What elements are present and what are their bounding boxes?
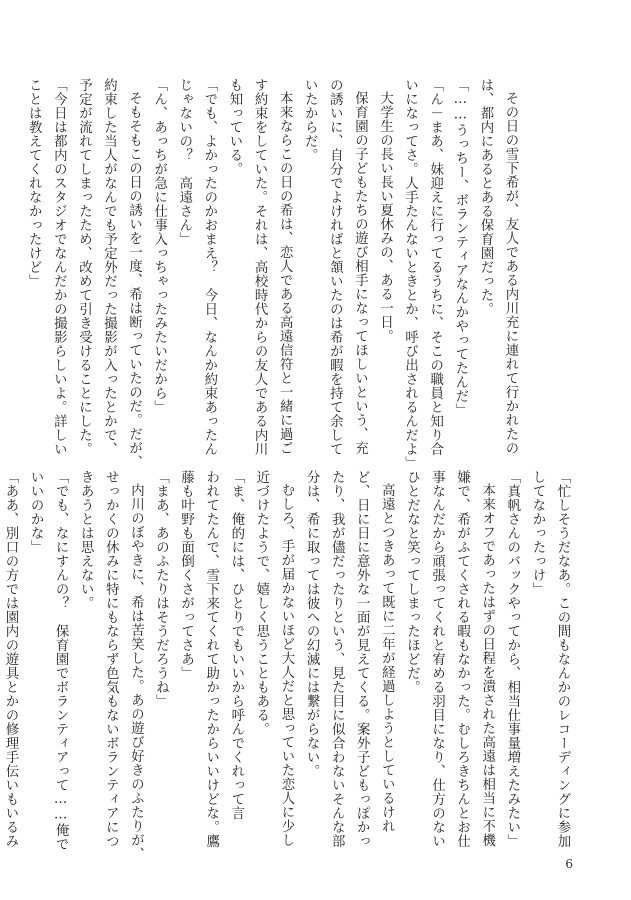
text-line: 「ま、俺的には、ひとりでもいいから呼んでくれって言 — [228, 470, 244, 820]
text-line: 予定が流れてしまったため、改めて引き受けることにした。 — [76, 78, 92, 456]
text-line: せっかくの休みに特にもならず色気もないボランティアにつ — [103, 470, 119, 848]
text-line: 「今日は都内のスタジオでなんだかの撮影らしいよ。詳しい — [51, 78, 67, 456]
text-line: 「……うっちー、ボランティアなんかやってたんだ」 — [452, 78, 468, 418]
text-line: 「忙しそうだなあ。この間もなんかのレコーディングに参加 — [555, 470, 570, 848]
text-line: 本来オフであったはずの日程を潰された高遠は相当に不機 — [479, 483, 495, 848]
text-line: そもそもこの日の誘いを一度、希は断っていたのだ。だが、 — [126, 91, 142, 470]
text-line: 大学生の長い長い夏休みの、ある一日。 — [377, 91, 393, 344]
text-line: 事なんだから頑張ってくれと宥める羽目になり、仕方のない — [429, 470, 445, 848]
text-line: 「ああ、別口の方では園内の遊具とかの修理手伝いもいるみ — [2, 470, 18, 848]
text-line: してなかったっけ」 — [529, 470, 545, 596]
text-line: 約束した当人がなんでも予定外だった撮影が入ったとかで、 — [101, 78, 117, 456]
text-line: は、都内にあるとある保育園だった。 — [477, 78, 493, 316]
text-line: きあうとは思えない。 — [78, 470, 94, 610]
text-line: も知っている。 — [226, 78, 242, 176]
text-line: いいのかな」 — [28, 470, 44, 554]
text-line: いになってさ。人手たんないときとか、呼び出されるんだよ」 — [402, 78, 418, 470]
page-number: 6 — [565, 857, 573, 871]
text-line: 藤も叶野も面倒くさがってさあ」 — [178, 470, 194, 680]
text-line: いたからだ。 — [302, 78, 318, 162]
text-line: ことは教えてくれなかったけど」 — [26, 78, 42, 288]
text-line: むしろ、手が届かないほど大人だと思っていた恋人に少し — [278, 483, 294, 848]
text-line: ど、日に日に意外な一面が見えてくる。案外子どもっぽかっ — [354, 470, 370, 848]
text-line: 「真帆さんのバックやってから、相当仕事量増えたみたい」 — [504, 470, 520, 848]
text-line: 内川のぼやきに、希は苦笑した。あの遊び好きのふたりが、 — [128, 483, 144, 862]
text-line: 「でも、なにすんの？ 保育園でボランティアって……俺で — [53, 470, 69, 852]
text-line: 分は、希に取っては彼への幻滅には繋がらない。 — [304, 470, 320, 778]
text-line: じゃないの？ 高遠さん」 — [176, 78, 192, 246]
text-line: 保育園の子どもたちの遊び相手になってほしいという、充 — [352, 91, 368, 456]
text-line: 「まあ、あのふたりはそうだろうね」 — [153, 470, 169, 708]
text-line: 「ん、あっちが急に仕事入っちゃったみたいだから」 — [151, 78, 167, 414]
text-line: の誘いに、自分でよければと頷いたのは希が暇を持て余して — [327, 78, 343, 456]
text-line: 高遠とつきあって既に二年が経過しようとしているけれ — [379, 483, 395, 834]
text-line: 本来ならこの日の希は、恋人である高遠信符と一緒に過ご — [277, 91, 293, 456]
text-line: ひとだなと笑ってしまったほどだ。 — [404, 470, 420, 694]
text-line: 「ん－まあ、妹迎えに行ってるうちに、そこの職員と知り合 — [427, 78, 443, 456]
text-line: 「でも、よかったのかおまえ？ 今日、なんか約束あったん — [201, 78, 217, 456]
text-line: 嫌で、希がふてくされる暇もなかった。むしろきちんとお仕 — [454, 470, 470, 848]
top-text-block — [26, 78, 523, 470]
text-line: す約束をしていた。それは、高校時代からの友人である内川 — [252, 78, 268, 456]
text-line: その日の雪下希が、友人である内川充に連れて行かれたの — [503, 91, 518, 456]
text-line: たり、我が儘だったりという、見た目に似合わないそんな部 — [329, 470, 345, 848]
text-line: 近づけたようで、嬉しく思うこともある。 — [253, 470, 269, 736]
text-line: われてたんで、雪下来てくれて助かったからいいけどな。鷹 — [203, 470, 219, 848]
bottom-text-block — [2, 470, 575, 862]
